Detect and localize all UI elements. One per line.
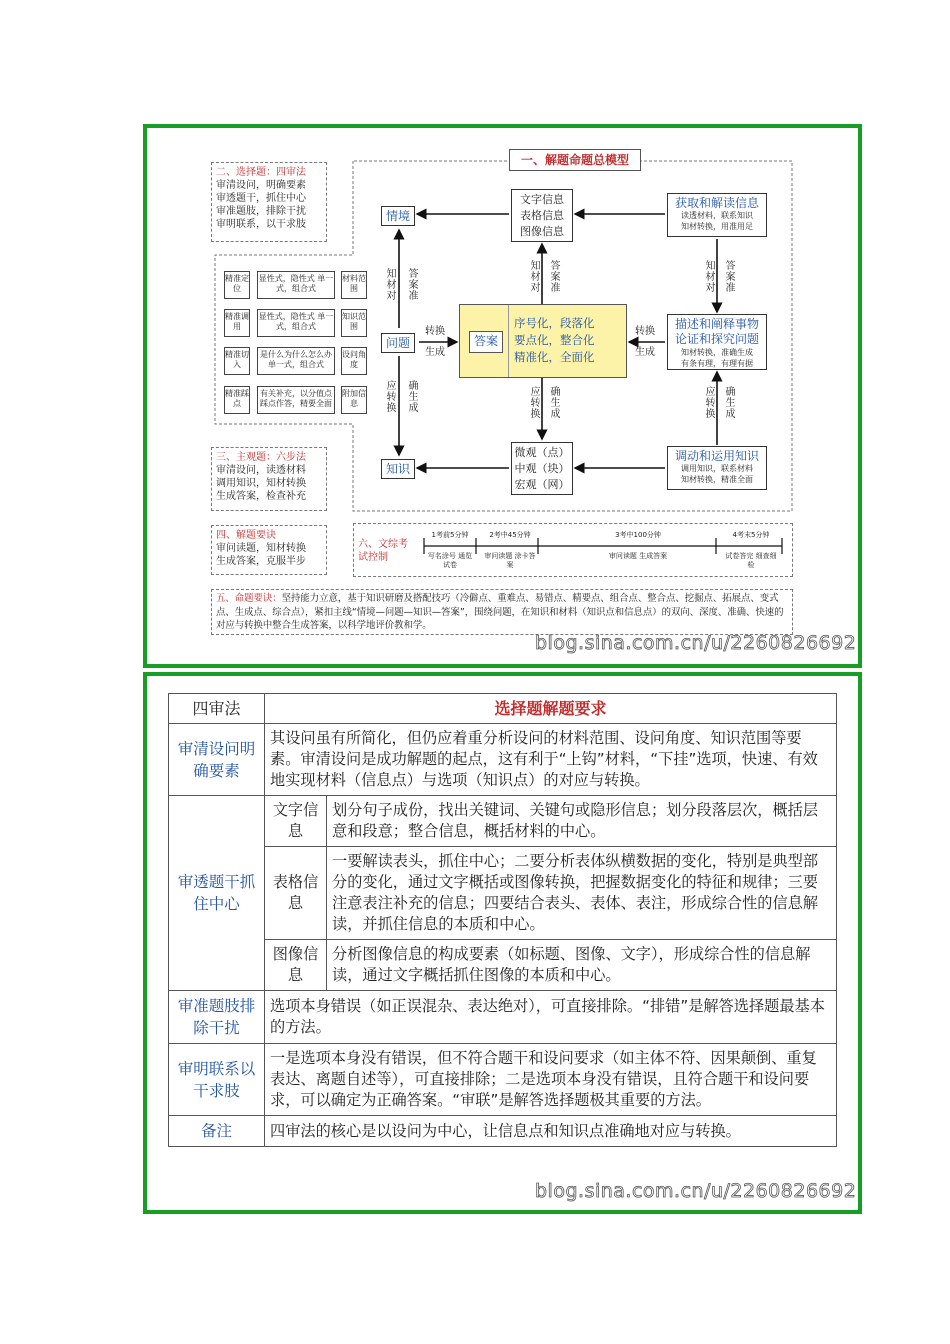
row-category: 审透题干抓住中心 (169, 796, 265, 991)
proposition-essentials-title: 五、命题要诀： (216, 593, 282, 604)
answer-requirements (514, 315, 624, 366)
step-desc: 是什么为什么怎么办 单一式，组合式 (257, 347, 335, 375)
label-ensure-generate: 确生成 (548, 386, 559, 419)
ability-line: 有条有理，有理有据 (681, 359, 753, 368)
answer-requirement: 要点化，整合化 (514, 333, 595, 347)
subjective-method-line: 生成答案，检查补充 (216, 491, 306, 502)
subjective-method-line: 审清设问，读透材料 (216, 465, 306, 476)
label-match-material: 知材对 (528, 260, 539, 293)
row-text: 其设问虽有所简化，但仍应着重分析设问的材料范围、设问角度、知识范围等要素。审清设问是成功解题的起点，这有利于“上钩”材料，“下挂”选项，快速、有效地实现材料（信息点）与选项（知识点）的对应与转换。 (265, 724, 837, 796)
rules-panel (143, 672, 862, 1214)
row-category: 备注 (169, 1116, 265, 1147)
scale-level: 中观（块） (514, 462, 570, 475)
model-panel (143, 124, 862, 668)
choice-method-line: 审明联系，以干求肢 (216, 219, 306, 230)
timing-segment-desc: 审问读题 涂卡答案 (484, 552, 536, 569)
info-type: 表格信息 (520, 209, 564, 222)
row-text: 四审法的核心是以设问为中心，让信息点和知识点准确地对应与转换。 (265, 1116, 837, 1147)
exam-timing-box (353, 523, 793, 577)
subjective-method-title: 三、主观题：六步法 (216, 452, 306, 463)
label-convert: 转换 (635, 326, 655, 337)
row-category: 审准题肢排除干扰 (169, 991, 265, 1044)
table-row (169, 940, 837, 991)
step-scope: 材料范围 (341, 271, 367, 299)
table-row (169, 991, 837, 1044)
node-question: 问题 (381, 333, 415, 353)
ability-title-2: 论证和探究问题 (674, 332, 759, 346)
answer-requirement: 精准化，全面化 (514, 350, 595, 364)
step-name: 精准切入 (224, 347, 250, 375)
timing-segment-desc: 写名涂号 通览试卷 (427, 552, 473, 569)
timing-segment-desc: 审问读题 生成答案 (608, 552, 668, 560)
tips-line: 生成答案，克服半步 (216, 556, 306, 567)
proposition-essentials-box (211, 589, 793, 635)
answer-center (459, 304, 627, 378)
node-situation: 情境 (381, 206, 415, 226)
label-should-convert: 应转换 (528, 386, 539, 419)
timing-segment-label: 2考中45分钟 (489, 531, 531, 539)
proposition-essentials-text: 坚持能力立意，基于知识研磨及搭配技巧（冷僻点、重难点、易错点、精要点、组合点、整合点、挖掘点、拓展点、变式点、生成点、综合点），紧扣主线“情境—问题—知识—答案”，围绕问题，在知识和材料（知识点和信息点）的双向、深度、准确、快速的对应与转换中整合生成答案，以科学地评价教和学。 (216, 593, 784, 631)
scale-level: 宏观（网） (514, 478, 570, 491)
header-requirements: 选择题解题要求 (265, 694, 837, 724)
label-generate: 生成 (425, 347, 445, 358)
label-should-convert: 应转换 (703, 386, 714, 419)
watermark: blog.sina.com.cn/u/2260826692 (535, 632, 857, 654)
table-row (169, 1116, 837, 1147)
label-match-material: 知材对 (703, 260, 714, 293)
row-subcategory: 表格信息 (265, 847, 327, 940)
step-scope: 附加信息 (341, 386, 367, 414)
row-text: 分析图像信息的构成要素（如标题、图像、文字），形成综合性的信息解读，通过文字概括抓住图像的本质和中心。 (327, 940, 837, 991)
timing-segment-label: 4考末5分钟 (732, 531, 770, 539)
label-accurate-answer: 答案准 (723, 260, 734, 293)
tips-title: 四、解题要诀 (216, 530, 276, 541)
answer-requirement: 序号化，段落化 (514, 316, 595, 330)
table-row (169, 724, 837, 796)
exam-timing-title: 六、文综考试控制 (358, 539, 408, 563)
answer-label: 答案 (469, 331, 503, 353)
watermark: blog.sina.com.cn/u/2260826692 (535, 1180, 857, 1202)
label-accurate-answer: 答案准 (406, 268, 417, 301)
table-row (169, 847, 837, 940)
step-name: 精准调用 (224, 309, 250, 337)
scale-level: 微观（点） (514, 446, 570, 459)
label-convert: 转换 (425, 326, 445, 337)
model-title: 一、解题命题总模型 (509, 149, 641, 171)
choice-method-title: 二、选择题：四审法 (216, 167, 306, 178)
info-type: 图像信息 (520, 225, 564, 238)
header-method: 四审法 (169, 694, 265, 724)
step-desc: 显性式，隐性式 单一式，组合式 (257, 309, 335, 337)
table-row (169, 1044, 837, 1116)
row-category: 审清设问明确要素 (169, 724, 265, 796)
label-accurate-answer: 答案准 (548, 260, 559, 293)
ability-line: 知材转换，精准全面 (681, 475, 753, 484)
step-desc: 显性式，隐性式 单一式，组合式 (257, 271, 335, 299)
choice-method-line: 审透题干，抓住中心 (216, 193, 306, 204)
row-category: 审明联系以干求肢 (169, 1044, 265, 1116)
timing-segment-desc: 试卷答完 细查细检 (725, 552, 777, 569)
table-header-row (169, 694, 837, 724)
ability-line: 知材转换，准确生成 (681, 348, 753, 357)
ability-title: 调动和运用知识 (674, 449, 759, 463)
step-scope: 设问角度 (341, 347, 367, 375)
timing-segment-label: 1考前5分钟 (431, 531, 469, 539)
choice-method-line: 审清设问，明确要素 (216, 180, 306, 191)
label-should-convert: 应转换 (384, 380, 395, 413)
step-name: 精准定位 (224, 271, 250, 299)
row-subcategory: 文字信息 (265, 796, 327, 847)
ability-describe-explain (667, 314, 767, 370)
ability-acquire-info (667, 193, 767, 237)
choice-method-line: 审准题肢，排除干扰 (216, 206, 306, 217)
ability-title: 描述和阐释事物 (674, 317, 759, 331)
node-scale-levels (511, 442, 573, 495)
ability-title: 获取和解读信息 (674, 196, 759, 210)
row-subcategory: 图像信息 (265, 940, 327, 991)
label-ensure-generate: 确生成 (406, 380, 417, 413)
answer-divider (508, 305, 509, 377)
tips-line: 审问读题，知材转换 (216, 543, 306, 554)
ability-line: 读透材料，联系知识 (681, 211, 753, 220)
label-generate: 生成 (635, 347, 655, 358)
info-type: 文字信息 (520, 193, 564, 206)
timing-segment-label: 3考中100分钟 (615, 531, 661, 539)
ability-line: 调用知识，联系材料 (681, 464, 753, 473)
subjective-method-line: 调用知识，知材转换 (216, 478, 306, 489)
ability-apply-knowledge (667, 446, 767, 490)
node-knowledge: 知识 (381, 459, 415, 479)
row-text: 一要解读表头，抓住中心；二要分析表体纵横数据的变化，特别是典型部分的变化，通过文字概括或图像转换，把握数据变化的特征和规律；三要注意表注补充的信息；四要结合表头、表体、表注，形成综合性的信息解读，并抓住信息的本质和中心。 (327, 847, 837, 940)
ability-line: 知材转换，用准用足 (681, 222, 753, 231)
tips-box (211, 525, 327, 575)
step-scope: 知识范围 (341, 309, 367, 337)
step-name: 精准踩点 (224, 386, 250, 414)
row-text: 选项本身错误（如正误混杂、表达绝对），可直接排除。“排错”是解答选择题最基本的方法。 (265, 991, 837, 1044)
step-desc: 有关补充，以分值点 踩点作答，精要全面 (257, 386, 335, 414)
table-row (169, 796, 837, 847)
label-ensure-generate: 确生成 (723, 386, 734, 419)
row-text: 划分句子成份，找出关键词、关键句或隐形信息；划分段落层次，概括层意和段意；整合信息，概括材料的中心。 (327, 796, 837, 847)
row-text: 一是选项本身没有错误，但不符合题干和设问要求（如主体不符、因果颠倒、重复表达、离题自述等），可直接排除；二是选项本身没有错误，且符合题干和设问要求，可以确定为正确答案。“审联”是解答选择题极其重要的方法。 (265, 1044, 837, 1116)
rules-table (168, 693, 837, 1147)
node-info-types (511, 189, 573, 242)
label-match-material: 知材对 (384, 268, 395, 301)
